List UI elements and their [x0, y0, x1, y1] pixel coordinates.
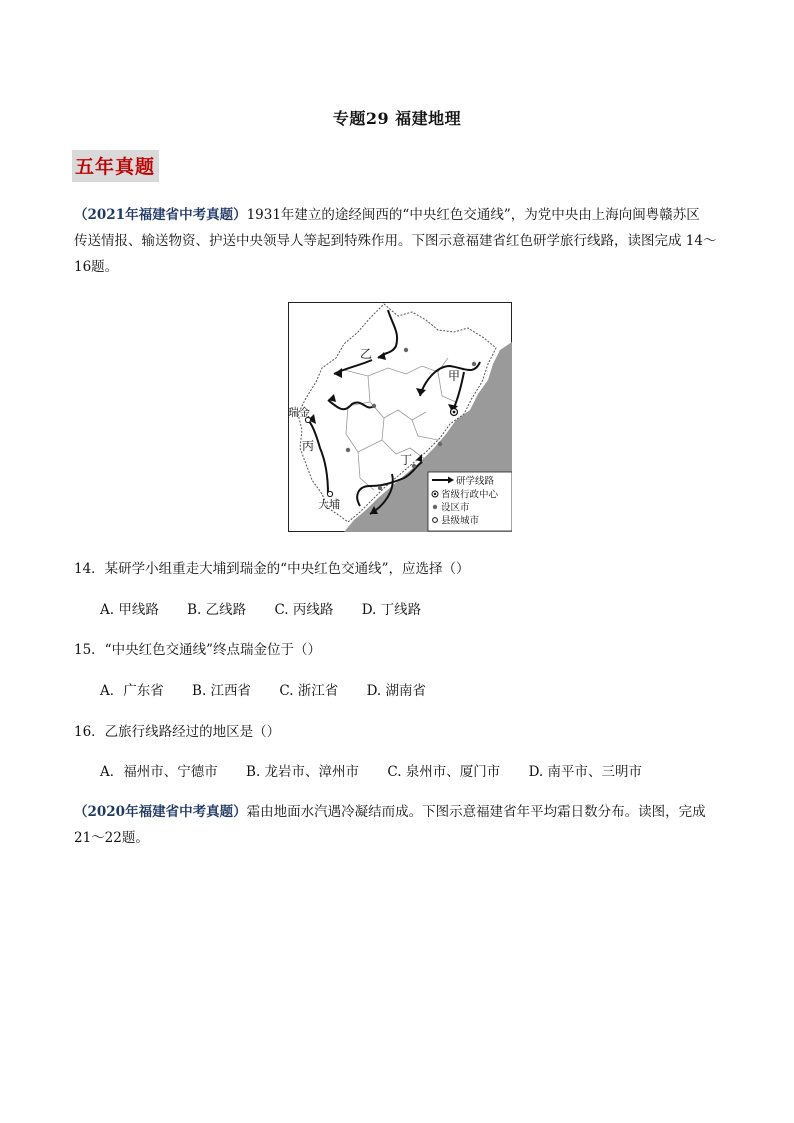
intro-line: （2020年福建省中考真题）霜由地面水汽遇冷凝结而成。下图示意福建省年平均霜日数分布。读图，完成 — [74, 804, 706, 820]
section-heading: 五年真题 — [72, 150, 159, 182]
question-15-options — [100, 679, 450, 699]
county-marker — [327, 491, 332, 496]
city-marker — [438, 442, 442, 446]
city-marker — [372, 404, 376, 408]
intro-line: 16题。 — [74, 259, 119, 275]
question-14-options — [100, 598, 445, 618]
map-legend — [428, 472, 512, 531]
label-ding: 丁 — [400, 453, 413, 467]
intro-line: 21～22题。 — [74, 830, 149, 846]
label-dapu: 大埔 — [318, 498, 340, 511]
option-c: C. 浙江省 — [279, 683, 339, 699]
city-marker — [412, 464, 416, 468]
option-d: D. 丁线路 — [361, 602, 422, 618]
label-jia: 甲 — [448, 369, 461, 383]
option-c: C. 泉州市、厦门市 — [387, 764, 501, 780]
option-b: B. 龙岩市、漳州市 — [246, 764, 360, 780]
legend-route: 研学线路 — [456, 476, 495, 487]
label-yi: 乙 — [360, 347, 373, 361]
page-title: 专题29 福建地理 — [332, 109, 462, 128]
fujian-route-map — [288, 302, 512, 532]
option-a: A. 甲线路 — [100, 602, 159, 618]
question-16-options — [100, 760, 666, 780]
source-tag: （2021年福建省中考真题） — [74, 207, 247, 223]
intro-line: （2021年福建省中考真题）1931年建立的途经闽西的“中央红色交通线”，为党中央由上海向闽粤赣苏区 — [74, 207, 700, 223]
option-b: B. 乙线路 — [187, 602, 247, 618]
source-tag: （2020年福建省中考真题） — [74, 804, 247, 820]
city-marker — [346, 448, 350, 452]
option-b: B. 江西省 — [192, 683, 252, 699]
legend-county: 县级城市 — [441, 515, 480, 527]
intro-paragraph-2 — [74, 799, 724, 851]
city-marker — [404, 348, 408, 352]
label-bing: 丙 — [302, 439, 315, 453]
question-14-stem: 14．某研学小组重走大埔到瑞金的“中央红色交通线”，应选择（） — [74, 561, 470, 577]
intro-paragraph-1 — [74, 202, 724, 280]
question-16-stem: 16．乙旅行线路经过的地区是（） — [74, 724, 281, 740]
option-a: A．广东省 — [100, 683, 164, 699]
option-a: A．福州市、宁德市 — [100, 764, 218, 780]
label-ruijin: 瑞金 — [288, 406, 310, 419]
legend-provincial: 省级行政中心 — [441, 489, 499, 501]
option-d: D. 湖南省 — [366, 683, 427, 699]
city-marker — [472, 362, 476, 366]
option-d: D. 南平市、三明市 — [528, 764, 643, 780]
city-marker — [378, 486, 382, 490]
option-c: C. 丙线路 — [274, 602, 334, 618]
legend-city: 设区市 — [441, 502, 470, 514]
intro-line: 传送情报、输送物资、护送中央领导人等起到特殊作用。下图示意福建省红色研学旅行线路，读图完成 14～ — [74, 233, 717, 249]
question-15-stem: 15．“中央红色交通线”终点瑞金位于（） — [74, 642, 321, 658]
